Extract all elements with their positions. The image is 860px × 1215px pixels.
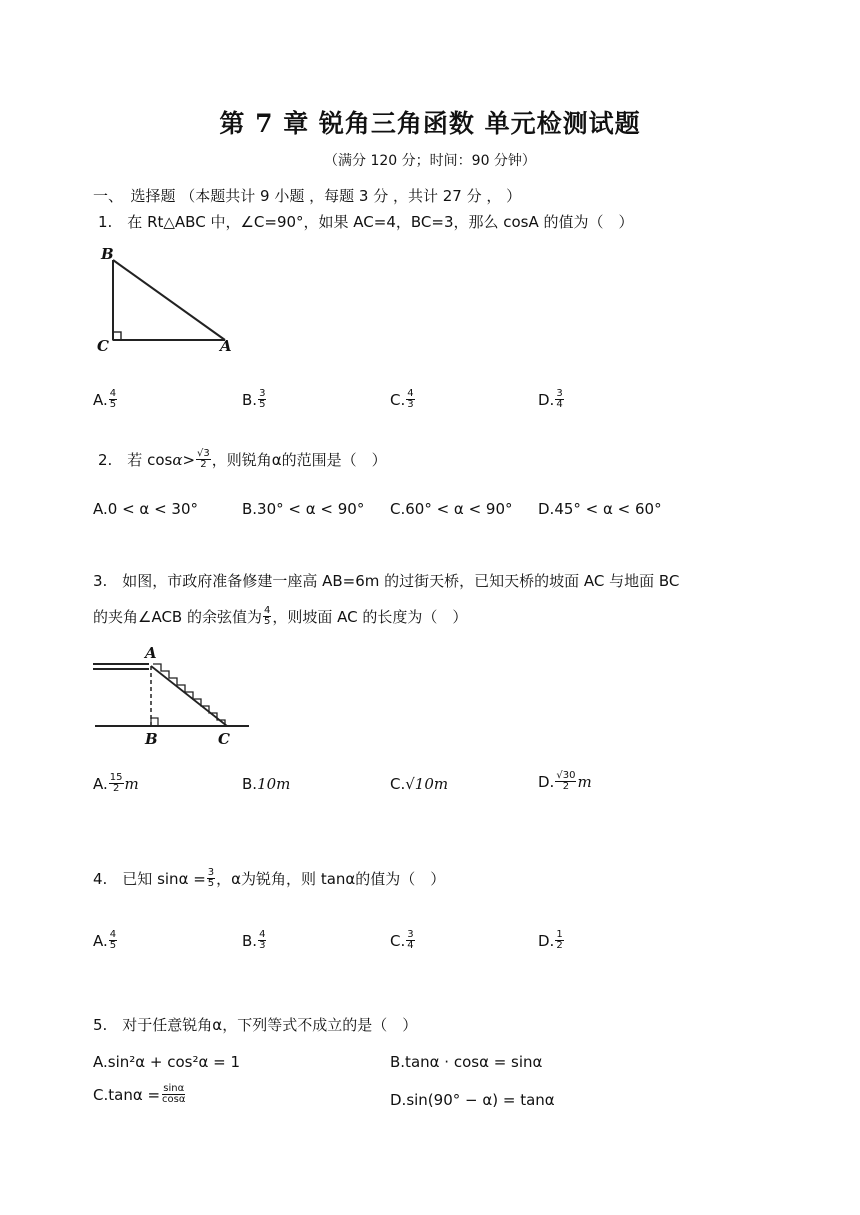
q3-label-b: B [145,730,158,748]
q2-option-c[interactable]: C.60° < α < 90° [390,500,513,518]
q1-option-a[interactable]: A. $\frac{4}{5}$ [93,388,117,410]
q1-triangle-figure [95,244,240,356]
q3-option-d[interactable]: D. $\frac{√30}{2}$ m [538,770,592,792]
q2-option-b[interactable]: B.30° < α < 90° [242,500,365,518]
q3-label-c: C [218,730,230,748]
q5-option-c[interactable]: C.tanα = $\frac{\sin\alpha}{\cos\alpha}$ [93,1083,186,1105]
q3-label-a: A [145,644,157,662]
q5-option-d[interactable]: D.sin(90° − α) = tanα [390,1091,555,1109]
q4-option-a[interactable]: A. $\frac{4}{5}$ [93,929,117,951]
q1-label-a: A [220,337,232,355]
question-3-line-1: 3. 如图，市政府准备修建一座高 AB=6m 的过街天桥，已知天桥的坡面 AC 与地面 BC [93,572,680,590]
q5-option-a[interactable]: A.sin²α + cos²α = 1 [93,1053,241,1071]
q2-option-a[interactable]: A.0 < α < 30° [93,500,198,518]
question-2-stem: 2. 若 cos α > $\frac{√3}{2}$ ，则锐角α的范围是（ ） [98,448,387,470]
page-title: 第 7 章 锐角三角函数 单元检测试题 [219,109,641,138]
q1-label-c: C [97,337,109,355]
q3-option-c[interactable]: C. √10m [390,775,449,793]
q4-option-b[interactable]: B. $\frac{4}{3}$ [242,929,266,951]
question-5-stem: 5. 对于任意锐角α，下列等式不成立的是（ ） [93,1016,418,1034]
section-heading: 一、 选择题 （本题共计 9 小题 ，每题 3 分 ，共计 27 分 ， ） [93,187,522,205]
q1-option-b[interactable]: B. $\frac{3}{5}$ [242,388,266,410]
q1-option-c[interactable]: C. $\frac{4}{3}$ [390,388,414,410]
q4-option-d[interactable]: D. $\frac{1}{2}$ [538,929,563,951]
page-subtitle: （满分 120 分；时间：90 分钟） [324,153,536,169]
q5-option-b[interactable]: B.tanα · cosα = sinα [390,1053,543,1071]
q3-option-a[interactable]: A. $\frac{15}{2}$ m [93,772,139,794]
q1-label-b: B [101,245,114,263]
q3-option-b[interactable]: B. 10m [242,775,291,793]
question-3-line-2: 的夹角∠ACB 的余弦值为 $\frac{4}{5}$ ，则坡面 AC 的长度为（ ） [93,605,468,627]
q1-option-d[interactable]: D. $\frac{3}{4}$ [538,388,563,410]
q3-bridge-figure [91,644,253,748]
question-1-stem: 1. 在 Rt△ABC 中，∠C=90°，如果 AC=4，BC=3，那么 cosA 的值为（ ） [98,213,634,231]
q2-option-d[interactable]: D.45° < α < 60° [538,500,662,518]
question-4-stem: 4. 已知 sinα = $\frac{3}{5}$ ，α为锐角，则 tanα的值为（ ） [93,867,446,889]
q4-option-c[interactable]: C. $\frac{3}{4}$ [390,929,414,951]
